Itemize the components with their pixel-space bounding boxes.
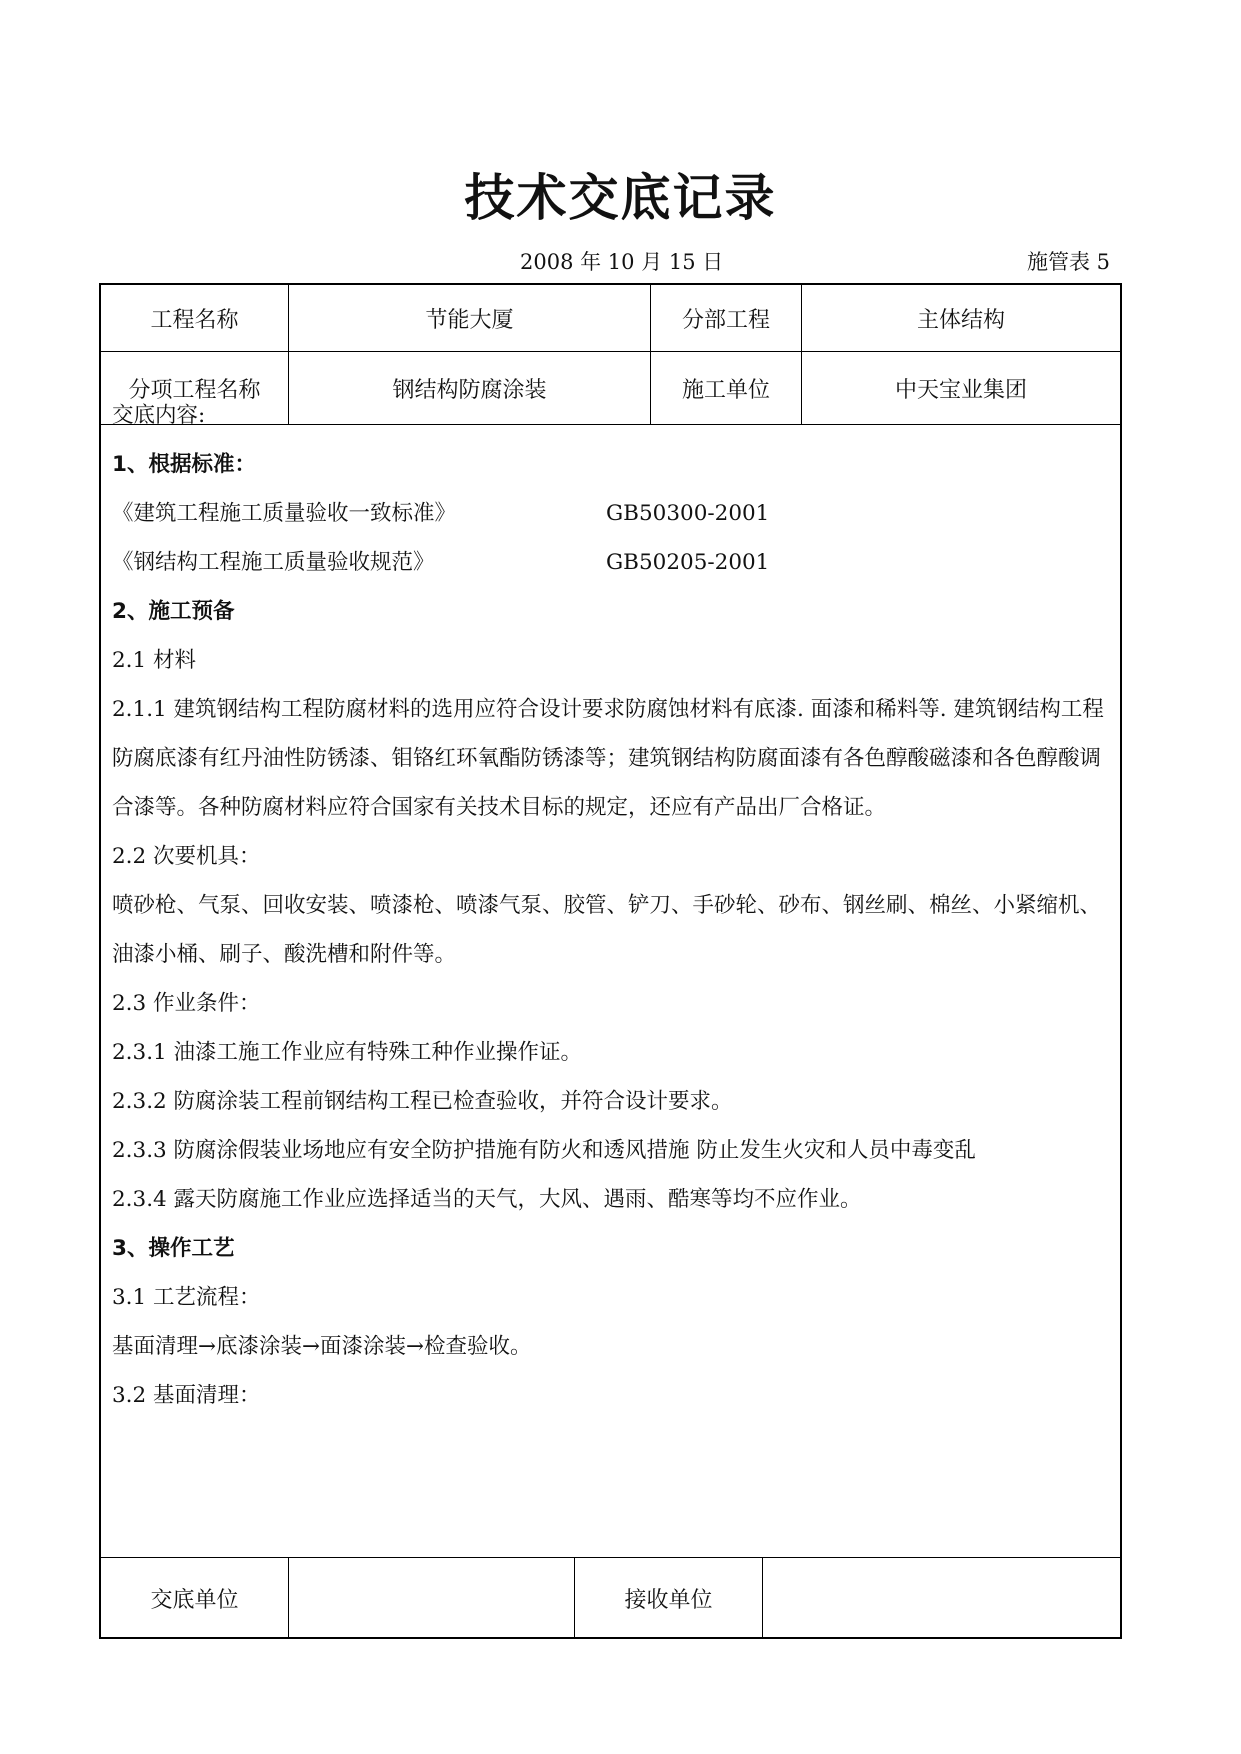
paragraph: 2.3.2 防腐涂装工程前钢结构工程已检查验收，并符合设计要求。 xyxy=(112,1089,733,1114)
receiving-unit-label: 接收单位 xyxy=(624,1588,713,1613)
paragraph: 2.3.3 防腐涂假装业场地应有安全防护措施有防火和透风措施 防止发生火灾和人员中毒变乱 xyxy=(112,1138,976,1163)
section-heading: 2、施工预备 xyxy=(112,599,235,624)
contractor-value: 中天宝业集团 xyxy=(894,377,1027,403)
receiving-unit-value xyxy=(763,1558,1120,1639)
section-heading: 3、操作工艺 xyxy=(112,1236,235,1261)
paragraph: 喷砂枪、气泵、回收安装、喷漆枪、喷漆气泵、胶管、铲刀、手砂轮、砂布、钢丝刷、棉丝、小紧缩机、油漆小桶、刷子、酸洗槽和附件等。 xyxy=(112,893,1102,967)
content-intro: 交底内容: xyxy=(112,403,206,428)
page-title: 技术交底记录 xyxy=(464,169,777,227)
standard-name: 《建筑工程施工质量验收一致标准》 xyxy=(112,501,457,526)
project-name-label: 工程名称 xyxy=(150,307,239,333)
contractor-label: 施工单位 xyxy=(681,377,770,403)
subitem-name-value: 钢结构防腐涂装 xyxy=(392,377,547,403)
disclosure-content xyxy=(112,391,1110,1420)
subsection-heading: 3.2 基面清理： xyxy=(112,1383,261,1408)
division-label: 分部工程 xyxy=(681,307,770,333)
paragraph: 2.3.4 露天防腐施工作业应选择适当的天气，大风、遇雨、酷寒等均不应作业。 xyxy=(112,1187,862,1212)
standard-code: GB50205-2001 xyxy=(606,550,770,575)
paragraph: 2.1.1 建筑钢结构工程防腐材料的选用应符合设计要求防腐蚀材料有底漆. 面漆和稀料等. 建筑钢结构工程防腐底漆有红丹油性防锈漆、钼铬红环氧酯防锈漆等；建筑钢结构防腐面漆有各色醇酸磁漆和各色醇酸调合漆等。各种防腐材料应符合国家有关技术目标的规定，还应有产品出厂合格证。 xyxy=(112,697,1104,820)
standard-code: GB50300-2001 xyxy=(606,501,770,526)
subsection-heading: 2.1 材料 xyxy=(112,648,197,673)
paragraph: 2.3.1 油漆工施工作业应有特殊工种作业操作证。 xyxy=(112,1040,583,1065)
standard-name: 《钢结构工程施工质量验收规范》 xyxy=(112,550,435,575)
standard-reference xyxy=(112,489,1110,538)
section-heading: 1、根据标准： xyxy=(112,452,256,477)
record-date: 2008 年 10 月 15 日 xyxy=(520,250,724,274)
subsection-heading: 3.1 工艺流程： xyxy=(112,1285,261,1310)
standard-reference xyxy=(112,538,1110,587)
record-table xyxy=(99,283,1122,1639)
disclosing-unit-label: 交底单位 xyxy=(150,1588,239,1613)
subsection-heading: 2.2 次要机具： xyxy=(112,844,261,869)
paragraph: 基面清理→底漆涂装→面漆涂装→检查验收。 xyxy=(112,1334,532,1359)
subitem-name-label: 分项工程名称 xyxy=(128,377,261,403)
form-number: 施管表 5 xyxy=(1026,250,1110,274)
subsection-heading: 2.3 作业条件： xyxy=(112,991,261,1016)
disclosing-unit-value xyxy=(289,1558,574,1639)
project-name-value: 节能大厦 xyxy=(425,307,514,333)
division-value: 主体结构 xyxy=(916,307,1005,333)
